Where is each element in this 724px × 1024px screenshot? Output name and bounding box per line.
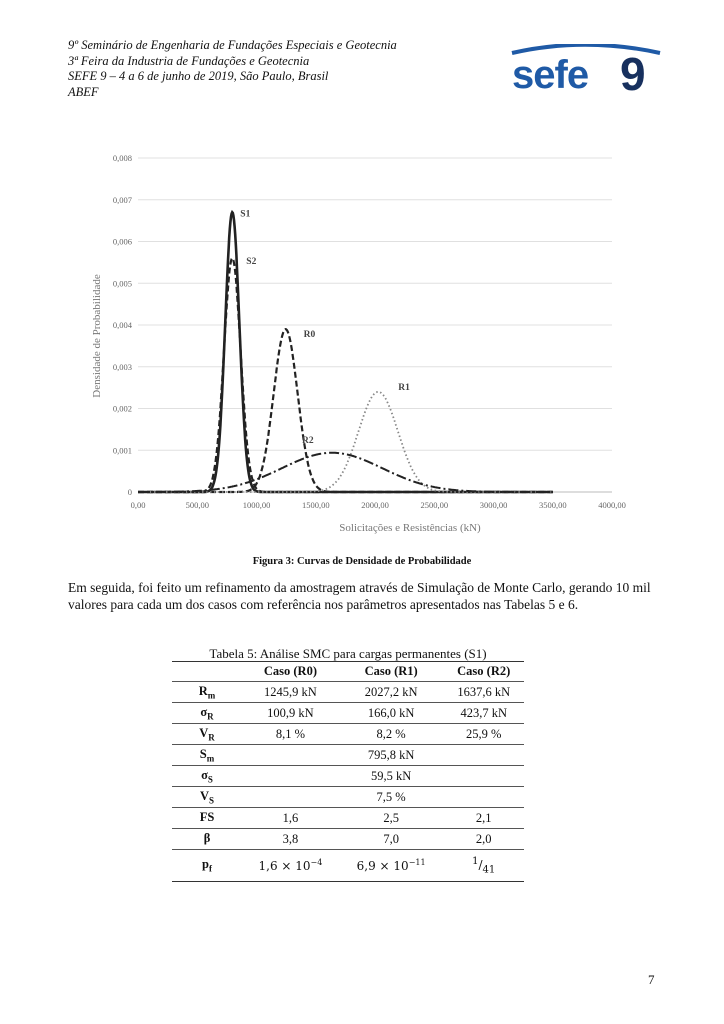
row-symbol: σ — [201, 767, 208, 782]
row-subscript: m — [207, 690, 216, 701]
x-tick-label: 3500,00 — [538, 500, 567, 510]
series-label: R1 — [398, 382, 410, 393]
y-tick-labels — [113, 153, 133, 497]
y-axis-label: Densidade de Probabilidade — [91, 274, 103, 398]
series-curve-s2 — [138, 258, 553, 492]
header-line: 3ª Feira da Industria de Fundações e Geotecnia — [68, 53, 310, 68]
table-cell: 100,9 kN — [242, 703, 339, 724]
table-cell — [443, 745, 524, 766]
pf-cell-r2: $^1/_{41}$ — [443, 850, 524, 882]
table-row — [172, 787, 524, 808]
table-cell — [242, 787, 339, 808]
row-symbol: β — [203, 830, 211, 845]
table-header-row — [172, 662, 524, 682]
table-row — [172, 766, 524, 787]
row-subscript: m — [206, 753, 215, 764]
x-tick-labels — [131, 500, 626, 510]
header-line: SEFE 9 – 4 a 6 de junho de 2019, São Paulo, Brasil — [68, 69, 329, 83]
series-label: S2 — [246, 257, 257, 268]
row-label — [172, 724, 242, 745]
x-tick-label: 2000,00 — [361, 500, 389, 510]
series-label: S1 — [240, 209, 251, 220]
series-label: R2 — [302, 435, 314, 446]
series-label: R0 — [303, 330, 316, 341]
pf-cell-r1 — [339, 850, 444, 882]
row-symbol: S — [199, 746, 207, 761]
pf-base: 6,9 × 10 — [356, 859, 409, 873]
row-symbol: V — [199, 725, 209, 740]
row-label — [172, 808, 242, 829]
table-cell: 3,8 — [242, 829, 339, 850]
row-subscript: S — [209, 795, 215, 806]
svg-text:sefe: sefe — [512, 53, 589, 97]
table-cell: 7,0 — [339, 829, 444, 850]
row-label — [172, 766, 242, 787]
table-cell: 2,5 — [339, 808, 444, 829]
x-tick-label: 1500,00 — [301, 500, 330, 510]
table-cell: 2,0 — [443, 829, 524, 850]
table-cell: 423,7 kN — [443, 703, 524, 724]
header-line: 9º Seminário de Engenharia de Fundações Especiais e Geotecnia — [68, 38, 397, 52]
table-cell: 59,5 kN — [339, 766, 444, 787]
row-label — [172, 829, 242, 850]
y-tick-label: 0,003 — [112, 361, 132, 372]
y-tick-label: 0,001 — [112, 445, 132, 456]
table-cell: 2,1 — [443, 808, 524, 829]
table-cell: 8,2 % — [339, 724, 444, 745]
row-label — [172, 703, 242, 724]
series-curve-r1 — [138, 392, 553, 492]
table-cell — [242, 766, 339, 787]
row-label — [172, 682, 242, 703]
table-row — [172, 682, 524, 703]
header-cell: Caso (R0) — [242, 662, 339, 682]
table-cell: 795,8 kN — [339, 745, 444, 766]
row-symbol: σ — [200, 704, 208, 719]
table-cell: 2027,2 kN — [339, 682, 444, 703]
table-cell — [443, 787, 524, 808]
body-paragraph: Em seguida, foi feito um refinamento da amostragem através de Simulação de Monte Carlo, gerando 10 mil valores para cada um dos casos com referência nos parâmetros apresentados nas Tabelas 5 e 6. — [68, 580, 651, 612]
pf-denominator: 41 — [482, 864, 496, 876]
table-cell: 8,1 % — [242, 724, 339, 745]
table-cell: 1245,9 kN — [242, 682, 339, 703]
x-tick-label: 500,00 — [185, 500, 209, 510]
x-tick-label: 0,00 — [130, 500, 146, 510]
table-body — [172, 682, 524, 882]
row-label — [172, 850, 242, 882]
y-tick-label: 0,008 — [112, 153, 132, 163]
row-symbol: R — [198, 683, 208, 698]
y-tick-label: 0,007 — [112, 194, 132, 205]
pf-base: 1,6 × 10 — [258, 859, 311, 873]
conference-header — [68, 38, 397, 100]
chart-gridlines — [138, 158, 612, 492]
table-cell: 7,5 % — [339, 787, 444, 808]
pf-cell-r0 — [242, 850, 339, 882]
y-tick-label: 0,002 — [112, 403, 132, 414]
row-label — [172, 787, 242, 808]
y-tick-label: 0 — [127, 487, 132, 497]
row-subscript: S — [207, 774, 213, 785]
row-subscript: R — [208, 732, 215, 743]
x-tick-label: 2500,00 — [420, 500, 449, 510]
table-cell: 1637,6 kN — [443, 682, 524, 703]
table-cell: 166,0 kN — [339, 703, 444, 724]
row-symbol: FS — [199, 809, 215, 824]
table-row — [172, 745, 524, 766]
table-cell: 1,6 — [242, 808, 339, 829]
y-tick-label: 0,005 — [112, 278, 132, 289]
row-subscript: f — [208, 863, 212, 874]
row-symbol: V — [199, 788, 209, 803]
row-symbol: p — [202, 857, 209, 872]
sefe-logo — [510, 44, 662, 100]
table-row-pf — [172, 850, 524, 882]
x-tick-label: 3000,00 — [479, 500, 508, 510]
y-tick-label: 0,004 — [112, 320, 132, 330]
row-label — [172, 745, 242, 766]
series-curve-r0 — [138, 329, 553, 492]
row-subscript: R — [207, 711, 214, 722]
y-tick-label: 0,006 — [112, 236, 132, 247]
pf-exponent: −11 — [408, 858, 426, 867]
header-cell — [172, 662, 242, 682]
svg-text:9: 9 — [620, 48, 646, 100]
table-row — [172, 703, 524, 724]
pf-exponent: −4 — [310, 858, 323, 867]
page-number: 7 — [648, 972, 655, 987]
x-tick-label: 4000,00 — [598, 500, 626, 510]
series-curve-r2 — [138, 453, 553, 492]
smc-table — [172, 661, 524, 882]
figure-caption: Figura 3: Curvas de Densidade de Probabilidade — [252, 556, 472, 567]
table-cell — [443, 766, 524, 787]
header-cell: Caso (R1) — [339, 662, 444, 682]
header-line: ABEF — [68, 84, 99, 99]
series-labels — [240, 209, 410, 445]
header-cell: Caso (R2) — [443, 662, 524, 682]
table-row — [172, 724, 524, 745]
table-row — [172, 808, 524, 829]
pf-numerator: 1 — [472, 855, 479, 867]
table-cell — [242, 745, 339, 766]
table-cell: 25,9 % — [443, 724, 524, 745]
x-tick-label: 1000,00 — [242, 500, 271, 510]
probability-density-chart — [84, 146, 636, 546]
x-axis-label: Solicitações e Resistências (kN) — [339, 522, 481, 534]
table-title: Tabela 5: Análise SMC para cargas permanentes (S1) — [209, 646, 487, 661]
table-row — [172, 829, 524, 850]
